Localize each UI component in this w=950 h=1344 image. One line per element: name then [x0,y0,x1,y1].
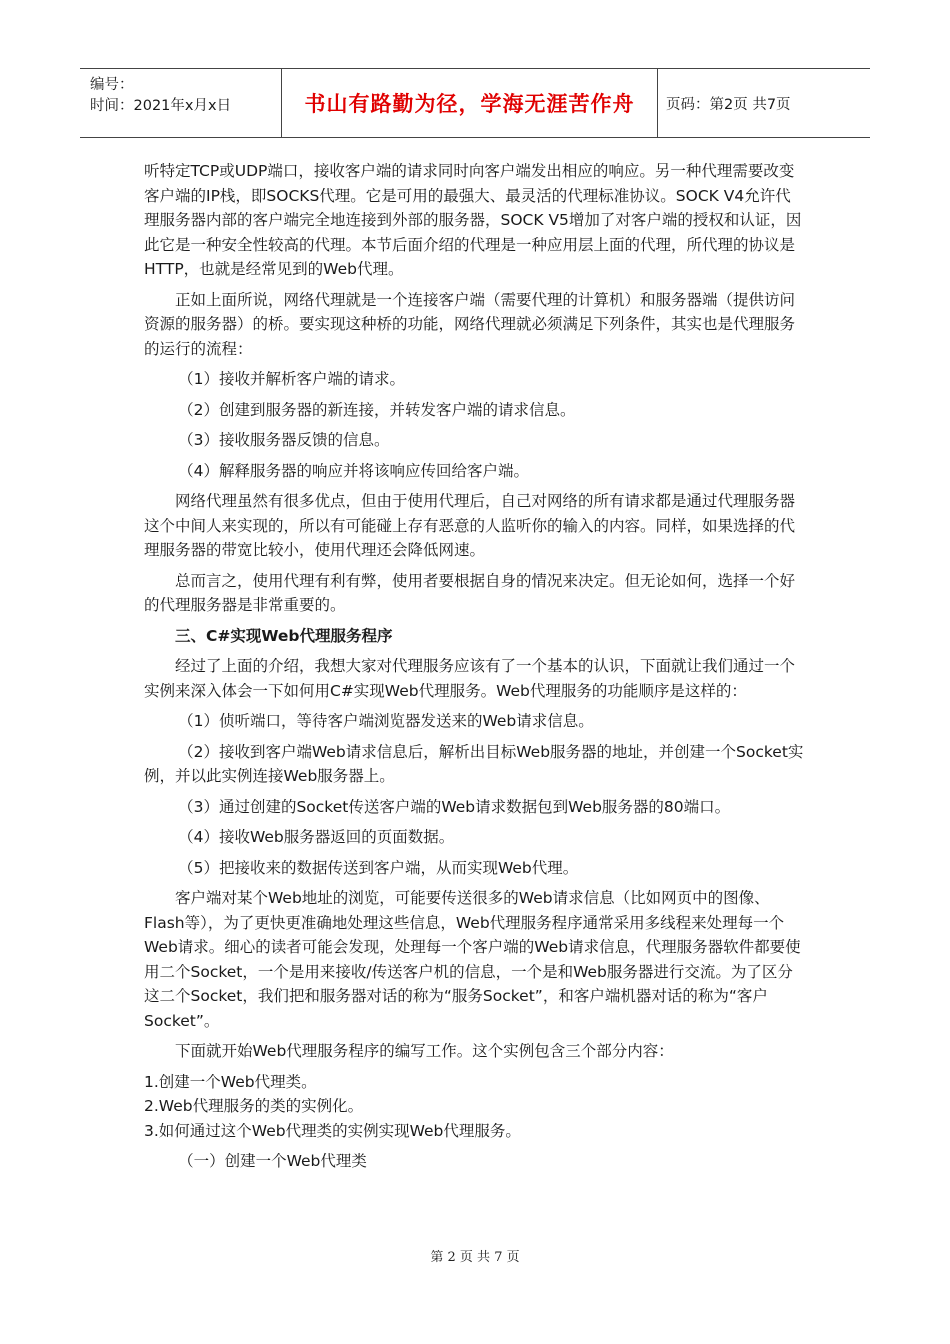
document-number-label: 编号： [90,77,134,93]
list-item: （1）侦听端口，等待客户端浏览器发送来的Web请求信息。 [178,712,594,730]
list-item: （4）解释服务器的响应并将该响应传回给客户端。 [178,461,529,480]
header-motto-cell [282,69,658,137]
page-footer: 第 2 页 共 7 页 [430,1250,520,1265]
numbered-item: 1.创建一个Web代理类。 [144,1072,317,1091]
list-item: （4）接收Web服务器返回的页面数据。 [178,828,455,846]
paragraph: 听特定TCP或UDP端口，接收客户端的请求同时向客户端发出相应的响应。另一种代理需要改变客户端的IP栈，即SOCKS代理。它是可用的最强大、最灵活的代理标准协议。SOCK V4允许代理服务器内部的客户端完全地连接到外部的服务器，SOCK V5增加了对客户端的授权和认证，因此它是一种安全性较高的代理。本节后面介绍的代理是一种应用层上面的代理，所代理的协议是HTTP，也就是经常见到的Web代理。 [144,162,802,278]
paragraph: 下面就开始Web代理服务程序的编写工作。这个实例包含三个部分内容： [175,1042,674,1060]
list-item: （1）接收并解析客户端的请求。 [178,370,405,388]
paragraph: 总而言之，使用代理有利有弊，使用者要根据自身的情况来决定。但无论如何，选择一个好的代理服务器是非常重要的。 [144,571,796,614]
list-item: （5）把接收来的数据传送到客户端，从而实现Web代理。 [178,858,579,877]
list-item: （2）接收到客户端Web请求信息后，解析出目标Web服务器的地址，并创建一个Socket实例，并以此实例连接Web服务器上。 [144,742,804,785]
list-item: （3）接收服务器反馈的信息。 [178,431,390,449]
paragraph: 正如上面所说，网络代理就是一个连接客户端（需要代理的计算机）和服务器端（提供访问资源的服务器）的桥。要实现这种桥的功能，网络代理就必须满足下列条件，其实也是代理服务的运行的流程： [144,290,796,358]
header-page-cell [658,69,870,137]
header-meta [80,69,282,137]
numbered-item: 2.Web代理服务的类的实例化。 [144,1097,364,1115]
paragraph: 网络代理虽然有很多优点，但由于使用代理后，自己对网络的所有请求都是通过代理服务器这个中间人来实现的，所以有可能碰上存有恶意的人监听你的输入的内容。同样，如果选择的代理服务器的带宽比较小，使用代理还会降低网速。 [144,492,796,559]
paragraph: 客户端对某个Web地址的浏览，可能要传送很多的Web请求信息（比如网页中的图像、Flash等），为了更快更准确地处理这些信息，Web代理服务程序通常采用多线程来处理每一个Web请求。细心的读者可能会发现，处理每一个客户端的Web请求信息，代理服务器软件都要使用二个Socket，一个是用来接收/传送客户机的信息，一个是和Web服务器进行交流。为了区分这二个Socket，我们把和服务器对话的称为“服务Socket”，和客户端机器对话的称为“客户Socket”。 [144,889,801,1030]
list-item: （2）创建到服务器的新连接，并转发客户端的请求信息。 [178,400,576,419]
subsection-heading: （一）创建一个Web代理类 [178,1152,367,1170]
header-motto: 书山有路勤为径，学海无涯苦作舟 [304,91,635,116]
header-page-label: 页码：第2页 共7页 [666,96,791,113]
paragraph: 经过了上面的介绍，我想大家对代理服务应该有了一个基本的认识，下面就让我们通过一个实例来深入体会一下如何用C#实现Web代理服务。Web代理服务的功能顺序是这样的： [144,657,796,700]
numbered-item: 3.如何通过这个Web代理类的实例实现Web代理服务。 [144,1121,521,1140]
page-header [80,68,870,138]
document-body [144,159,806,1180]
document-time-label: 时间：2021年x月x日 [90,98,232,114]
section-heading: 三、C#实现Web代理服务程序 [175,626,393,645]
list-item: （3）通过创建的Socket传送客户端的Web请求数据包到Web服务器的80端口。 [178,797,731,816]
